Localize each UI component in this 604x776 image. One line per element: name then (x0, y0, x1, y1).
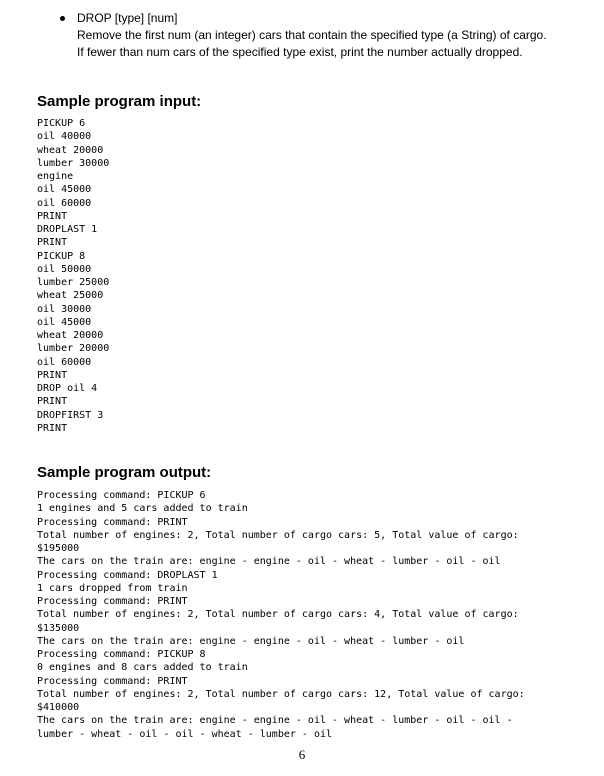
code-line: wheat 20000 (37, 330, 104, 341)
code-line: oil 40000 (37, 131, 92, 143)
code-line: Total number of engines: 2, Total number of cargo cars: 5, Total value of cargo: (37, 529, 519, 541)
code-line: DROPFIRST 3 (37, 409, 104, 421)
code-line: PRINT (37, 396, 68, 408)
code-line: PRINT (37, 422, 68, 434)
code-line: oil 50000 (37, 263, 92, 275)
drop-command-signature: DROP [type] [num] (77, 11, 178, 25)
code-line: $135000 (37, 622, 80, 634)
code-line: PRINT (37, 237, 68, 249)
code-line: Processing command: PRINT (37, 596, 188, 607)
code-line: PICKUP 8 (37, 250, 86, 262)
code-line: oil 60000 (37, 197, 92, 209)
code-line: The cars on the train are: engine - engine - oil - wheat - lumber - oil (37, 635, 465, 647)
code-line: $195000 (37, 543, 80, 554)
code-line: engine (37, 171, 74, 182)
code-line: DROP oil 4 (37, 383, 98, 394)
code-line: oil 45000 (37, 316, 92, 328)
code-line: Processing command: PRINT (37, 675, 188, 687)
drop-description-line: If fewer than num cars of the specified type exist, print the number actually dropped. (77, 45, 523, 59)
sample-input-code (37, 117, 109, 435)
sample-output-code (37, 489, 525, 741)
code-line: lumber 20000 (37, 343, 110, 355)
page-number: 6 (298, 747, 306, 762)
code-line: The cars on the train are: engine - engine - oil - wheat - lumber - oil - oil (37, 556, 501, 568)
code-line: PRINT (37, 369, 68, 381)
code-line: $410000 (37, 702, 80, 713)
code-line: wheat 20000 (37, 144, 104, 156)
code-line: The cars on the train are: engine - engine - oil - wheat - lumber - oil - oil - (37, 715, 513, 727)
code-line: Processing command: PRINT (37, 516, 188, 528)
code-line: lumber 25000 (37, 277, 110, 288)
code-line: Total number of engines: 2, Total number of cargo cars: 12, Total value of cargo: (37, 688, 525, 700)
drop-command-bullet (60, 10, 580, 61)
drop-description-line: Remove the first num (an integer) cars that contain the specified type (a String) of cargo. (77, 28, 547, 42)
code-line: 0 engines and 8 cars added to train (37, 662, 248, 674)
code-line: lumber - wheat - oil - oil - wheat - lumber - oil (37, 728, 333, 740)
code-line: lumber 30000 (37, 157, 110, 169)
bullet-icon (60, 16, 65, 21)
bullet-text (77, 10, 580, 61)
code-line: Processing command: DROPLAST 1 (37, 569, 218, 581)
code-line: Total number of engines: 2, Total number of cargo cars: 4, Total value of cargo: (37, 609, 519, 621)
code-line: oil 60000 (37, 356, 92, 368)
code-line: PICKUP 6 (37, 118, 86, 129)
code-line: 1 cars dropped from train (37, 582, 188, 594)
code-line: oil 30000 (37, 303, 92, 315)
code-line: wheat 25000 (37, 290, 104, 302)
sample-output-heading: Sample program output: (37, 464, 212, 481)
code-line: Processing command: PICKUP 6 (37, 490, 206, 501)
code-line: DROPLAST 1 (37, 224, 98, 235)
code-line: PRINT (37, 210, 68, 222)
code-line: Processing command: PICKUP 8 (37, 649, 206, 660)
sample-input-heading: Sample program input: (37, 93, 202, 110)
code-line: oil 45000 (37, 184, 92, 196)
code-line: 1 engines and 5 cars added to train (37, 503, 248, 515)
